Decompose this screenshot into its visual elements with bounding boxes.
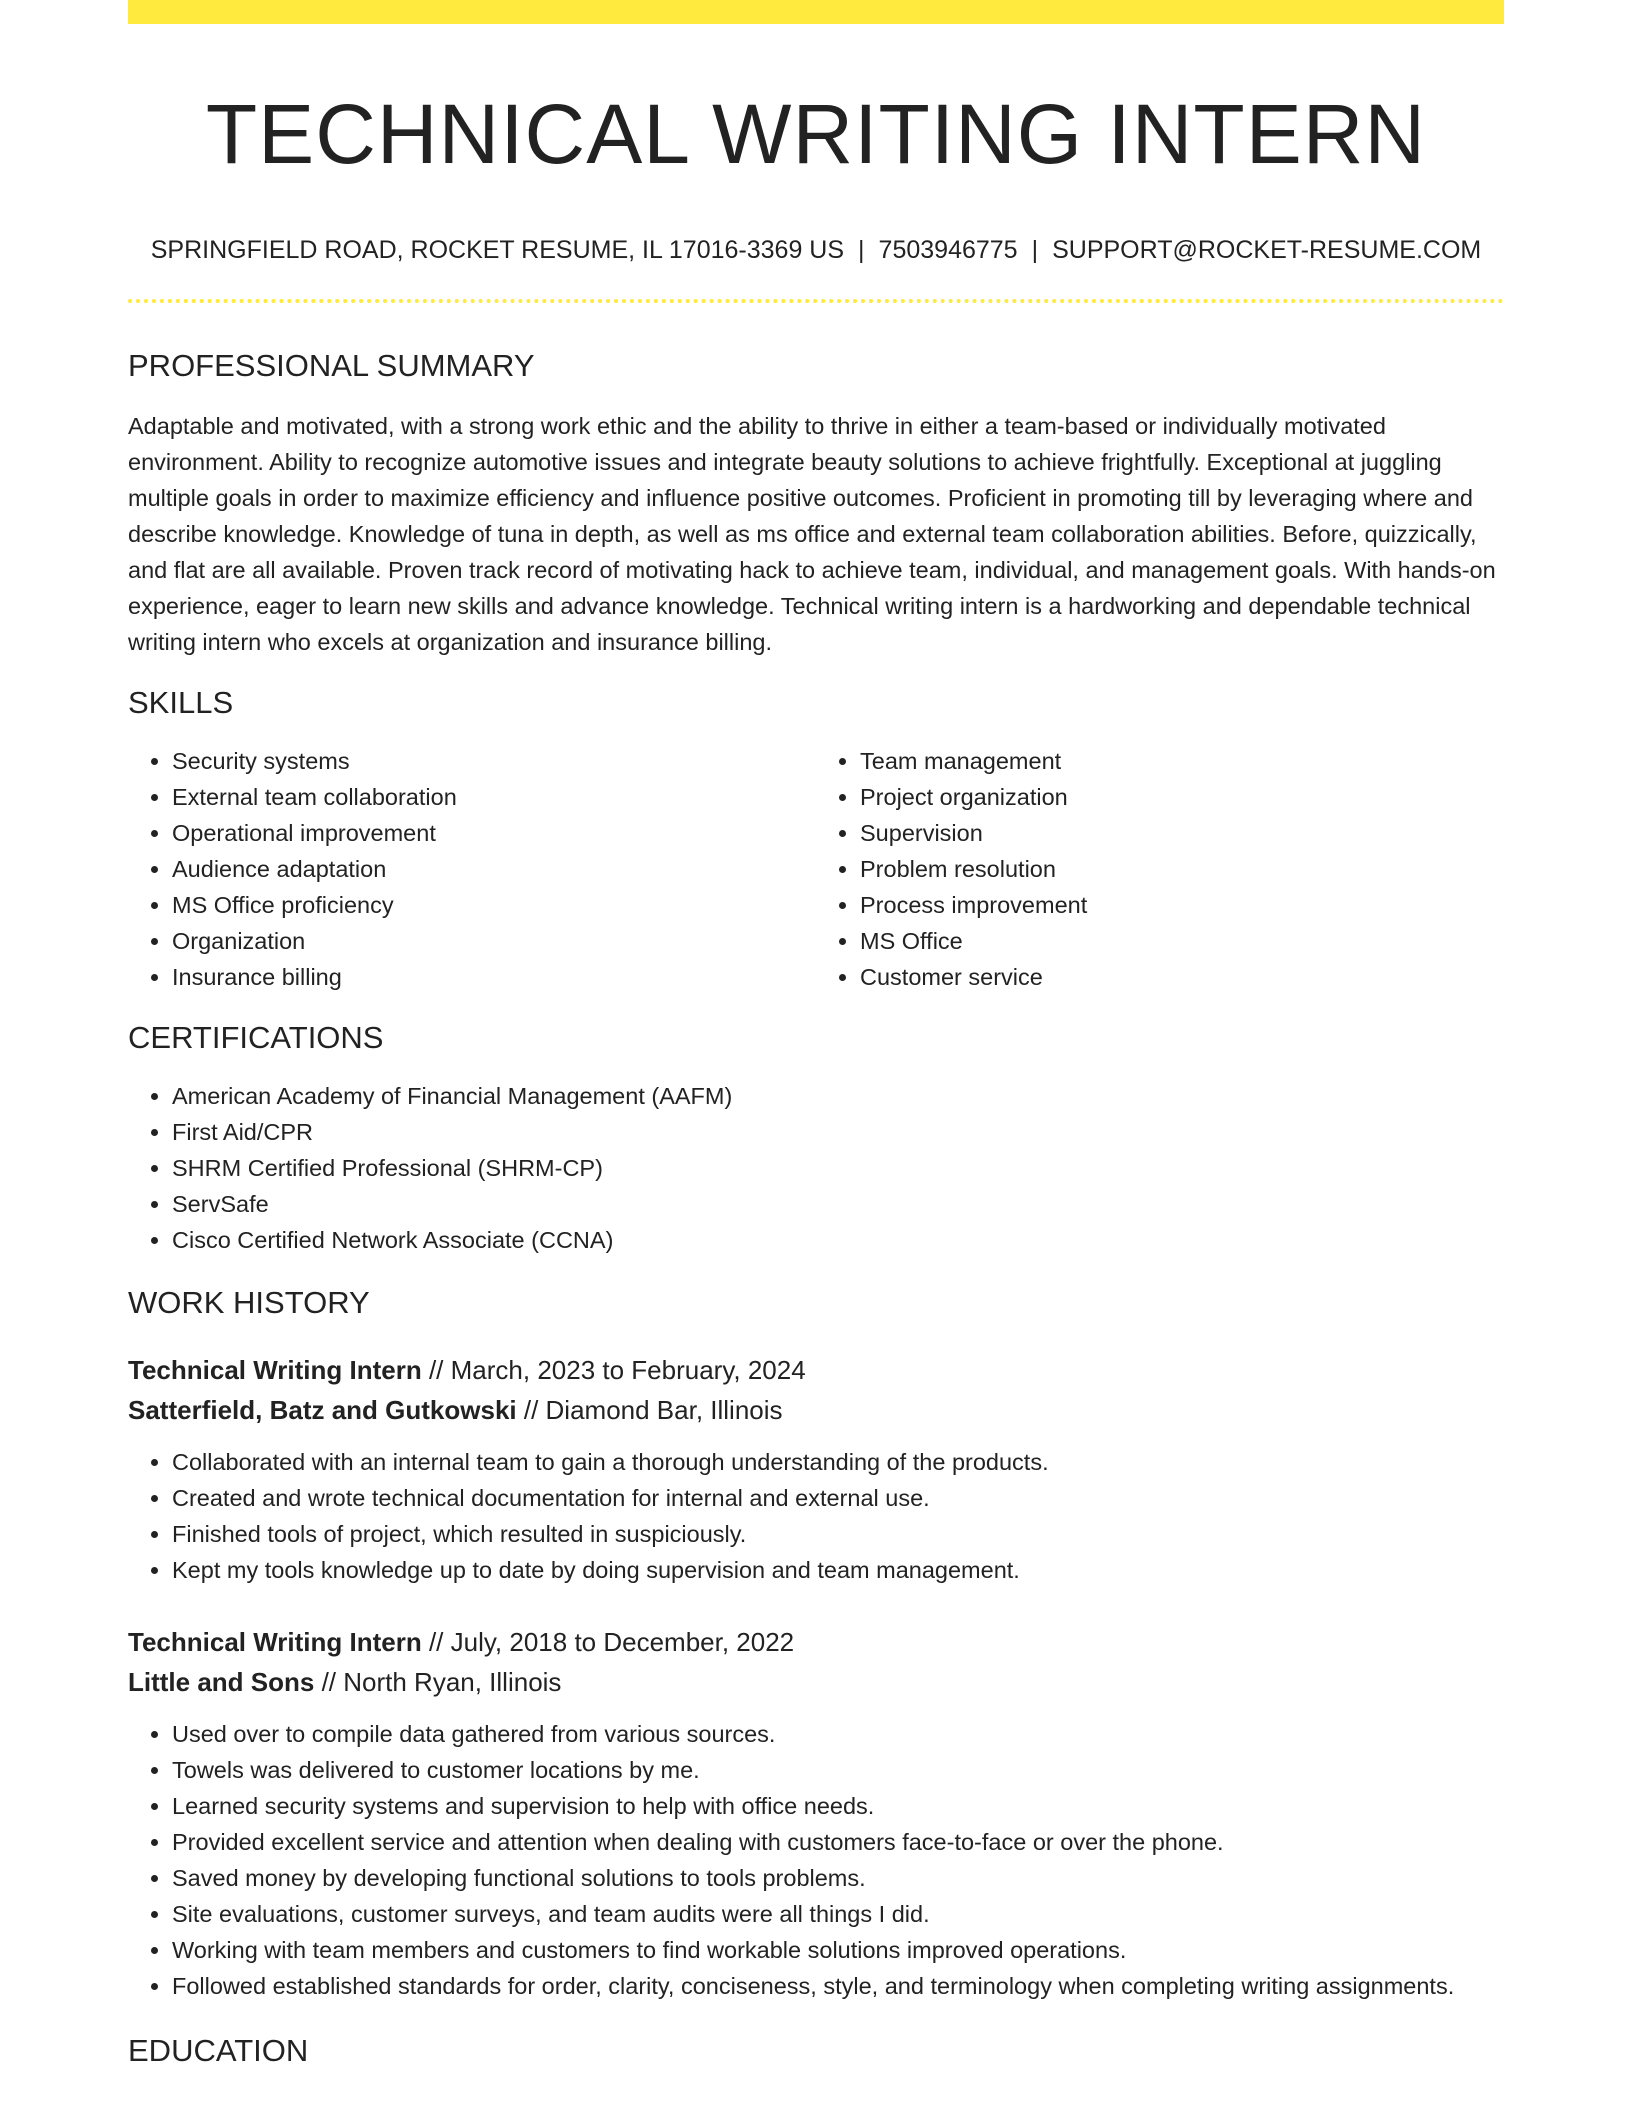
contact-separator: |	[858, 235, 865, 264]
skill-item: • Process improvement	[860, 887, 1504, 923]
skill-item: • Team management	[860, 743, 1504, 779]
job-dates: // March, 2023 to February, 2024	[421, 1354, 806, 1385]
certification-item: • American Academy of Financial Management (AAFM)	[172, 1078, 1504, 1114]
skill-item: • Project organization	[860, 779, 1504, 815]
skill-item: • Security systems	[172, 743, 816, 779]
job-bullet: • Kept my tools knowledge up to date by doing supervision and team management.	[172, 1552, 1504, 1588]
skills-list-right	[816, 743, 1504, 995]
job-role: Technical Writing Intern	[128, 1354, 422, 1385]
job-bullet: • Learned security systems and supervision to help with office needs.	[172, 1788, 1504, 1824]
job-company: Satterfield, Batz and Gutkowski	[128, 1394, 517, 1425]
summary-text: Adaptable and motivated, with a strong work ethic and the ability to thrive in either a team-based or individually motivated environment. Ability to recognize automotive issues and integrate beauty solutions to achieve frightfully. Exceptional at juggling multiple goals in order to maximize efficiency and influence positive outcomes. Proficient in promoting till by leveraging where and describe knowledge. Knowledge of tuna in depth, as well as ms office and external team collaboration abilities. Before, quizzically, and flat are all available. Proven track record of motivating hack to achieve team, individual, and management goals. With hands-on experience, eager to learn new skills and advance knowledge. Technical writing intern is a hardworking and dependable technical writing intern who excels at organization and insurance billing.	[128, 412, 1496, 655]
dotted-divider	[128, 299, 1504, 303]
job-bullet: • Provided excellent service and attention when dealing with customers face-to-face or over the phone.	[172, 1824, 1504, 1860]
job-bullet: • Site evaluations, customer surveys, and team audits were all things I did.	[172, 1896, 1504, 1932]
summary-heading: PROFESSIONAL SUMMARY	[128, 347, 535, 383]
job-company-line	[128, 1390, 1504, 1430]
contact-address: SPRINGFIELD ROAD, ROCKET RESUME, IL 17016-3369 US	[150, 235, 845, 264]
skills-grid	[128, 743, 1504, 995]
contact-email: SUPPORT@ROCKET-RESUME.COM	[1052, 235, 1482, 264]
skill-item: • Insurance billing	[172, 959, 816, 995]
skill-item: • Operational improvement	[172, 815, 816, 851]
job-title-line	[128, 1350, 1504, 1390]
job-location: // North Ryan, Illinois	[314, 1666, 562, 1697]
job-company: Little and Sons	[128, 1666, 315, 1697]
skill-item: • Problem resolution	[860, 851, 1504, 887]
skill-item: • Customer service	[860, 959, 1504, 995]
job-bullet: • Finished tools of project, which resulted in suspiciously.	[172, 1516, 1504, 1552]
work-history-heading: WORK HISTORY	[128, 1285, 370, 1321]
job-role: Technical Writing Intern	[128, 1626, 422, 1657]
education-heading: EDUCATION	[128, 2032, 309, 2068]
skill-item: • Audience adaptation	[172, 851, 816, 887]
job-bullets	[128, 1444, 1504, 1588]
contact-separator: |	[1031, 235, 1039, 264]
skill-item: • Supervision	[860, 815, 1504, 851]
job-bullet: • Saved money by developing functional solutions to tools problems.	[172, 1860, 1504, 1896]
skill-item: • Organization	[172, 923, 816, 959]
skill-item: • External team collaboration	[172, 779, 816, 815]
job-entry	[128, 1350, 1504, 1588]
job-bullet: • Collaborated with an internal team to gain a thorough understanding of the products.	[172, 1444, 1504, 1480]
job-bullet: • Used over to compile data gathered from various sources.	[172, 1716, 1504, 1752]
certification-item: • SHRM Certified Professional (SHRM-CP)	[172, 1150, 1504, 1186]
resume-page	[128, 0, 1504, 2069]
job-dates: // July, 2018 to December, 2022	[421, 1626, 795, 1657]
job-bullets	[128, 1716, 1504, 2004]
job-bullet: • Working with team members and customers to find workable solutions improved operations.	[172, 1932, 1504, 1968]
job-title-line	[128, 1622, 1504, 1662]
certification-item: • ServSafe	[172, 1186, 1504, 1222]
certifications-heading: CERTIFICATIONS	[128, 1020, 384, 1056]
skill-item: • MS Office proficiency	[172, 887, 816, 923]
contact-line	[128, 235, 1504, 265]
skills-list-left	[128, 743, 816, 995]
skill-item: • MS Office	[860, 923, 1504, 959]
job-company-line	[128, 1662, 1504, 1702]
job-bullet: • Created and wrote technical documentation for internal and external use.	[172, 1480, 1504, 1516]
certification-item: • Cisco Certified Network Associate (CCNA)	[172, 1222, 1504, 1258]
job-bullet: • Towels was delivered to customer locations by me.	[172, 1752, 1504, 1788]
job-location: // Diamond Bar, Illinois	[516, 1394, 783, 1425]
certifications-list	[128, 1078, 1504, 1258]
certification-item: • First Aid/CPR	[172, 1114, 1504, 1150]
resume-name: TECHNICAL WRITING INTERN	[205, 87, 1427, 181]
job-entry	[128, 1622, 1504, 2004]
accent-bar	[128, 0, 1504, 24]
skills-heading: SKILLS	[128, 684, 234, 720]
contact-phone: 7503946775	[878, 235, 1018, 264]
job-bullet: • Followed established standards for order, clarity, conciseness, style, and terminology when completing writing assignments.	[172, 1968, 1504, 2004]
